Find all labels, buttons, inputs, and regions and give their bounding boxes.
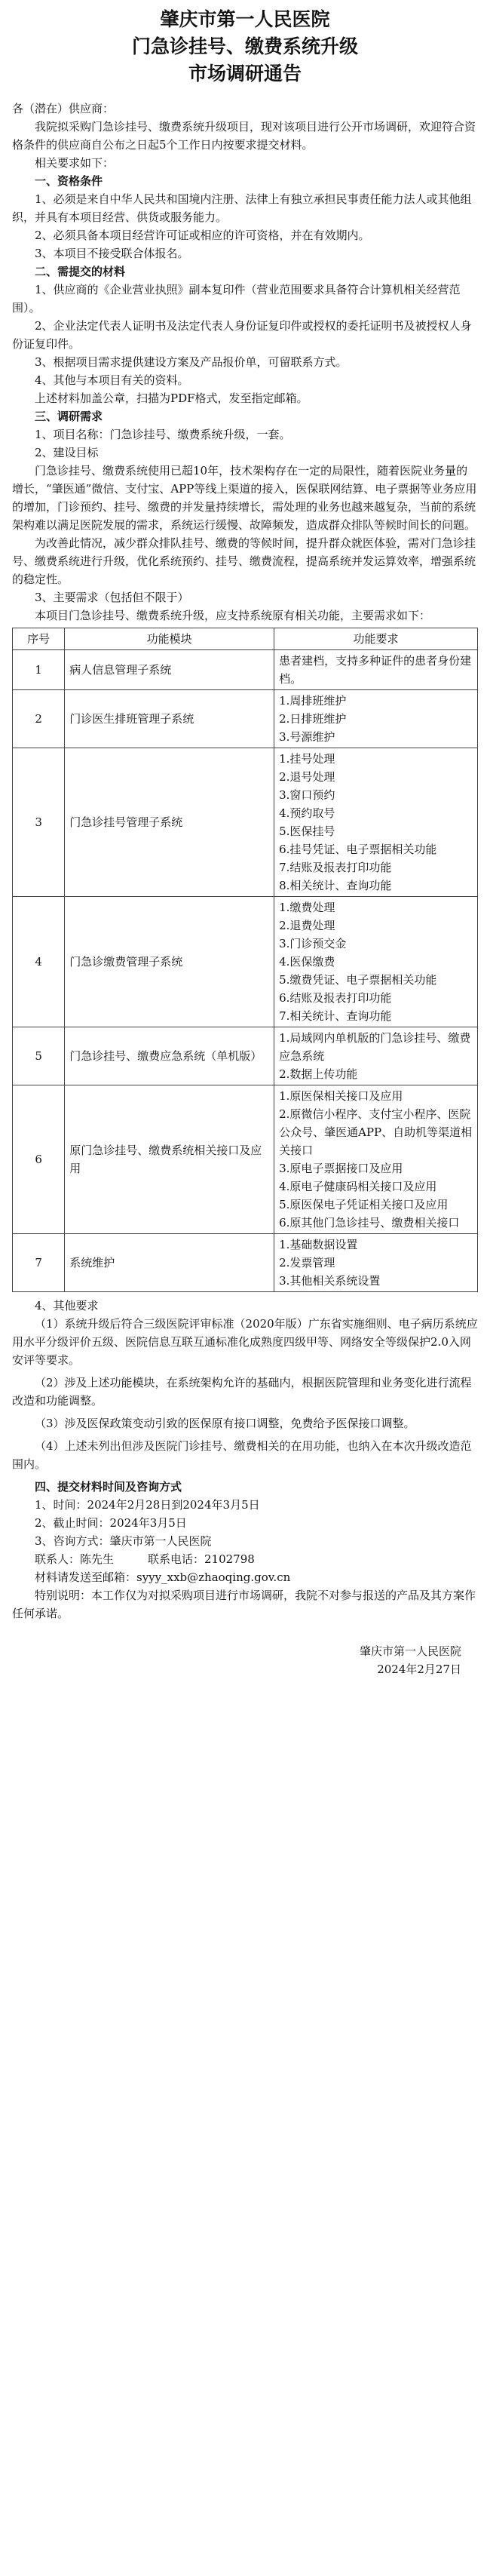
function-item: 2.原微信小程序、支付宝小程序、医院公众号、肇医通APP、自助机等渠道相关接口	[279, 1107, 473, 1157]
signature-date: 2024年2月27日	[377, 1663, 461, 1676]
row-functions	[274, 650, 478, 690]
function-item: 1.缴费处理	[279, 901, 335, 914]
row-module: 门诊医生排班管理子系统	[65, 690, 274, 748]
intro-requirements-lead: 相关要求如下：	[35, 156, 115, 170]
header-module: 功能模块	[65, 628, 274, 650]
function-item: 1.基础数据设置	[279, 1238, 358, 1251]
notice-body	[0, 88, 490, 1678]
submission-item: 1、时间：2024年2月28日到2024年3月5日	[35, 1498, 260, 1512]
function-item: 2.发票管理	[279, 1256, 335, 1270]
material-item: 1、供应商的《企业营业执照》副本复印件（营业范围要求具备符合计算机相关经营范围）。	[12, 283, 461, 315]
row-functions	[274, 748, 478, 897]
row-number: 4	[13, 897, 65, 1027]
function-item: 5.缴费凭证、电子票据相关功能	[279, 973, 437, 987]
function-item: 1.挂号处理	[279, 752, 335, 766]
qualification-item: 3、本项目不接受联合体报名。	[35, 247, 189, 260]
special-note: 特别说明：本工作仅为对拟采购项目进行市场调研，我院不对参与报送的产品及其方案作任何承诺。	[12, 1589, 476, 1620]
section-research-heading: 三、调研需求	[35, 410, 103, 423]
signature-org: 肇庆市第一人民医院	[359, 1644, 461, 1658]
function-item: 5.医保挂号	[279, 824, 335, 838]
other-req-item: （1）系统升级后符合三级医院评审标准（2020年版）广东省实施细则、电子病历系统应用水平分级评价五级、医院信息互联互通标准化成熟度四级甲等、网络安全等级保护2.0入网安评等要求。	[12, 1317, 478, 1367]
email-line: 材料请发送至邮箱：syyy_xxb@zhaoqing.gov.cn	[35, 1570, 291, 1584]
other-reqs-heading: 4、其他要求	[35, 1299, 99, 1313]
function-item: 4.医保缴费	[279, 955, 335, 969]
signature-block	[12, 1642, 478, 1678]
row-number: 5	[13, 1027, 65, 1085]
row-number: 2	[13, 690, 65, 748]
table-header-row	[13, 628, 478, 650]
row-number: 7	[13, 1234, 65, 1292]
function-item: 3.窗口预约	[279, 788, 335, 802]
salutation: 各（潜在）供应商：	[12, 102, 115, 115]
qualification-item: 1、必须是来自中华人民共和国境内注册、法律上有独立承担民事责任能力法人或其他组织，并具有本项目经营、供货或服务能力。	[12, 192, 472, 224]
function-item: 2.退费处理	[279, 919, 335, 932]
function-item: 2.退号处理	[279, 770, 335, 784]
section-materials-heading: 二、需提交的材料	[35, 265, 126, 278]
function-item: 8.相关统计、查询功能	[279, 879, 392, 892]
project-name: 1、项目名称：门急诊挂号、缴费系统升级，一套。	[35, 428, 291, 441]
function-item: 2.日排班维护	[279, 712, 347, 726]
row-module: 门急诊挂号管理子系统	[65, 748, 274, 897]
requirements-table-body	[13, 650, 478, 1292]
row-number: 3	[13, 748, 65, 897]
intro-paragraph: 我院拟采购门急诊挂号、缴费系统升级项目，现对该项目进行公开市场调研，欢迎符合资格条件的供应商自公布之日起5个工作日内按要求提交材料。	[12, 120, 476, 152]
table-row	[13, 1027, 478, 1085]
row-module: 原门急诊挂号、缴费系统相关接口及应用	[65, 1085, 274, 1234]
function-item: 3.门诊预交金	[279, 937, 347, 950]
build-goal-heading: 2、建设目标	[35, 446, 99, 459]
section-submission-heading: 四、提交材料时间及咨询方式	[35, 1480, 182, 1494]
function-item: 6.挂号凭证、电子票据相关功能	[279, 843, 437, 856]
build-goal-paragraph: 为改善此情况，减少群众排队挂号、缴费的等候时间，提升群众就医体验，需对门急诊挂号、缴费系统进行升级，优化系统预约、挂号、缴费流程，提高系统并发运算效率，增强系统的稳定性。	[12, 536, 476, 586]
function-item: 7.相关统计、查询功能	[279, 1009, 392, 1023]
row-functions	[274, 1234, 478, 1292]
material-item: 3、根据项目需求提供建设方案及产品报价单，可留联系方式。	[35, 355, 348, 369]
header-no: 序号	[13, 628, 65, 650]
submission-item: 2、截止时间：2024年3月5日	[35, 1516, 187, 1530]
title-line-project: 门急诊挂号、缴费系统升级	[131, 35, 358, 57]
material-note: 上述材料加盖公章，扫描为PDF格式，发至指定邮箱。	[35, 391, 308, 405]
table-row	[13, 897, 478, 1027]
function-item: 4.预约取号	[279, 806, 335, 820]
function-item: 3.号源维护	[279, 730, 335, 744]
row-functions	[274, 690, 478, 748]
material-item: 4、其他与本项目有关的资料。	[35, 373, 189, 387]
function-item: 1.周排班维护	[279, 694, 347, 708]
table-row	[13, 1085, 478, 1234]
table-row	[13, 650, 478, 690]
material-item: 2、企业法定代表人证明书及法定代表人身份证复印件或授权的委托证明书及被授权人身份证复印件。	[12, 319, 472, 351]
table-row	[13, 1234, 478, 1292]
row-functions	[274, 897, 478, 1027]
title-line-type: 市场调研通告	[188, 63, 302, 84]
requirements-table	[12, 628, 478, 1292]
row-module: 门急诊缴费管理子系统	[65, 897, 274, 1027]
main-needs-heading: 3、主要需求（包括但不限于）	[35, 591, 189, 604]
title-line-hospital: 肇庆市第一人民医院	[160, 8, 330, 30]
row-number: 1	[13, 650, 65, 690]
function-item: 2.数据上传功能	[279, 1067, 358, 1081]
other-req-item: （3）涉及医保政策变动引致的医保原有接口调整，免费给予医保接口调整。	[35, 1417, 415, 1430]
function-item: 患者建档，支持多种证件的患者身份建档。	[279, 654, 472, 686]
row-functions	[274, 1085, 478, 1234]
row-module: 门急诊挂号、缴费应急系统（单机版）	[65, 1027, 274, 1085]
function-item: 5.原医保电子凭证相关接口及应用	[279, 1198, 449, 1211]
function-item: 6.原其他门急诊挂号、缴费相关接口	[279, 1216, 460, 1230]
row-module: 病人信息管理子系统	[65, 650, 274, 690]
function-item: 3.其他相关系统设置	[279, 1274, 381, 1288]
header-functions: 功能要求	[274, 628, 478, 650]
notice-title	[0, 6, 490, 88]
function-item: 7.结账及报表打印功能	[279, 861, 392, 874]
other-req-item: （2）涉及上述功能模块，在系统架构允许的基础内，根据医院管理和业务变化进行流程改造和功能调整。	[12, 1376, 472, 1408]
contact-line: 联系人：陈先生 联系电话：2102798	[35, 1552, 255, 1566]
submission-item: 3、咨询方式：肇庆市第一人民医院	[35, 1534, 212, 1548]
function-item: 1.局域网内单机版的门急诊挂号、缴费应急系统	[279, 1031, 471, 1063]
row-number: 6	[13, 1085, 65, 1234]
function-item: 1.原医保相关接口及应用	[279, 1089, 403, 1103]
table-row	[13, 748, 478, 897]
function-item: 3.原电子票据接口及应用	[279, 1162, 403, 1175]
qualification-item: 2、必须具备本项目经营许可证或相应的许可资格，并在有效期内。	[35, 229, 370, 242]
row-functions	[274, 1027, 478, 1085]
section-qualifications-heading: 一、资格条件	[35, 174, 103, 188]
build-goal-paragraph: 门急诊挂号、缴费系统使用已超10年，技术架构存在一定的局限性，随着医院业务量的增长，“肇医通”微信、支付宝、APP等线上渠道的接入，医保联网结算、电子票据等业务应用的增加，门诊预约、挂号、缴费的并发量持续增长，需处理的业务也越来越复杂，当前的系统架构难以满足医院发展的需求，系统运行缓慢、故障频发，造成群众排队等候时间长的问题。	[12, 464, 477, 532]
table-row	[13, 690, 478, 748]
row-module: 系统维护	[65, 1234, 274, 1292]
other-req-item: （4）上述未列出但涉及医院门诊挂号、缴费相关的在用功能，也纳入在本次升级改造范围内。	[12, 1439, 472, 1471]
function-item: 6.结账及报表打印功能	[279, 991, 392, 1005]
function-item: 4.原电子健康码相关接口及应用	[279, 1180, 437, 1193]
main-needs-description: 本项目门急诊挂号、缴费系统升级，应支持系统原有相关功能，主要需求如下：	[35, 609, 431, 622]
